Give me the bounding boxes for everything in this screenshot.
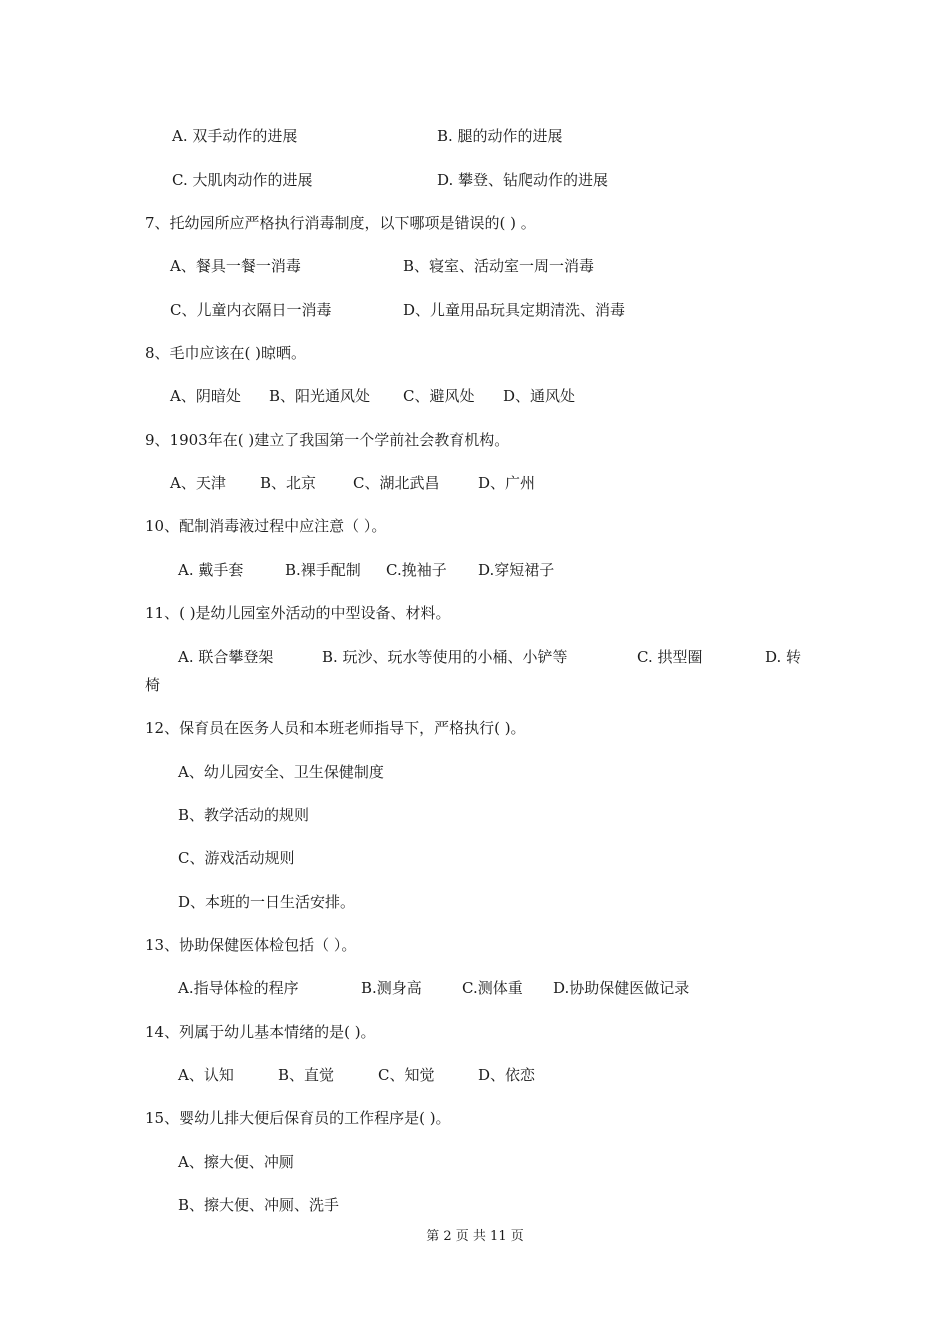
q12-option-c: C、游戏活动规则 <box>178 849 295 867</box>
q13-stem: 13、协助保健医体检包括（ ）。 <box>145 936 357 954</box>
q14-option-b: B、直觉 <box>278 1066 335 1084</box>
q11-option-b: B. 玩沙、玩水等使用的小桶、小铲等 <box>322 648 568 666</box>
q11-option-d: D. 转 <box>765 648 802 666</box>
q10-stem: 10、配制消毒液过程中应注意（ ）。 <box>145 517 387 535</box>
q9-option-d: D、广州 <box>478 474 536 492</box>
q11-option-c: C. 拱型圈 <box>637 648 703 666</box>
q12-stem: 12、保育员在医务人员和本班老师指导下，严格执行( )。 <box>145 719 526 737</box>
q13-option-d: D.协助保健医做记录 <box>553 979 690 997</box>
q14-option-d: D、依恋 <box>478 1066 536 1084</box>
q12-option-a: A、幼儿园安全、卫生保健制度 <box>178 763 384 781</box>
q12-option-d: D、本班的一日生活安排。 <box>178 893 356 911</box>
q13-option-a: A.指导体检的程序 <box>178 979 299 997</box>
q7-option-c: C、儿童内衣隔日一消毒 <box>170 301 332 319</box>
q8-option-d: D、通风处 <box>503 387 576 405</box>
q6-option-a: A. 双手动作的进展 <box>172 127 298 145</box>
q13-option-c: C.测体重 <box>462 979 523 997</box>
q9-option-c: C、湖北武昌 <box>353 474 440 492</box>
page-footer: 第 2 页 共 11 页 <box>426 1229 524 1244</box>
q6-option-b: B. 腿的动作的进展 <box>437 127 563 145</box>
q7-option-d: D、儿童用品玩具定期清洗、消毒 <box>403 301 626 319</box>
q10-option-a: A. 戴手套 <box>178 561 244 579</box>
q7-option-a: A、餐具一餐一消毒 <box>170 257 301 275</box>
q15-option-a: A、擦大便、冲厕 <box>178 1153 294 1171</box>
q10-option-d: D.穿短裙子 <box>478 561 555 579</box>
q11-option-d-wrap: 椅 <box>145 676 161 694</box>
q10-option-b: B.裸手配制 <box>285 561 361 579</box>
q14-stem: 14、列属于幼儿基本情绪的是( )。 <box>145 1023 376 1041</box>
q8-option-b: B、阳光通风处 <box>269 387 371 405</box>
q9-option-a: A、天津 <box>170 474 226 492</box>
q15-stem: 15、婴幼儿排大便后保育员的工作程序是( )。 <box>145 1109 451 1127</box>
q8-option-a: A、阴暗处 <box>170 387 241 405</box>
q11-stem: 11、( )是幼儿园室外活动的中型设备、材料。 <box>145 604 451 622</box>
q6-option-c: C. 大肌肉动作的进展 <box>172 171 313 189</box>
q8-stem: 8、毛巾应该在( )晾晒。 <box>145 344 307 362</box>
q14-option-a: A、认知 <box>178 1066 234 1084</box>
q7-option-b: B、寝室、活动室一周一消毒 <box>403 257 595 275</box>
q6-option-d: D. 攀登、钻爬动作的进展 <box>437 171 609 189</box>
q13-option-b: B.测身高 <box>361 979 422 997</box>
q11-option-a: A. 联合攀登架 <box>178 648 274 666</box>
q14-option-c: C、知觉 <box>378 1066 435 1084</box>
q12-option-b: B、教学活动的规则 <box>178 806 310 824</box>
q15-option-b: B、擦大便、冲厕、洗手 <box>178 1196 340 1214</box>
q8-option-c: C、避风处 <box>403 387 475 405</box>
q9-stem: 9、1903年在( )建立了我国第一个学前社会教育机构。 <box>145 431 510 449</box>
q9-option-b: B、北京 <box>260 474 317 492</box>
q7-stem: 7、托幼园所应严格执行消毒制度，以下哪项是错误的( ) 。 <box>145 214 536 232</box>
q10-option-c: C.挽袖子 <box>386 561 447 579</box>
